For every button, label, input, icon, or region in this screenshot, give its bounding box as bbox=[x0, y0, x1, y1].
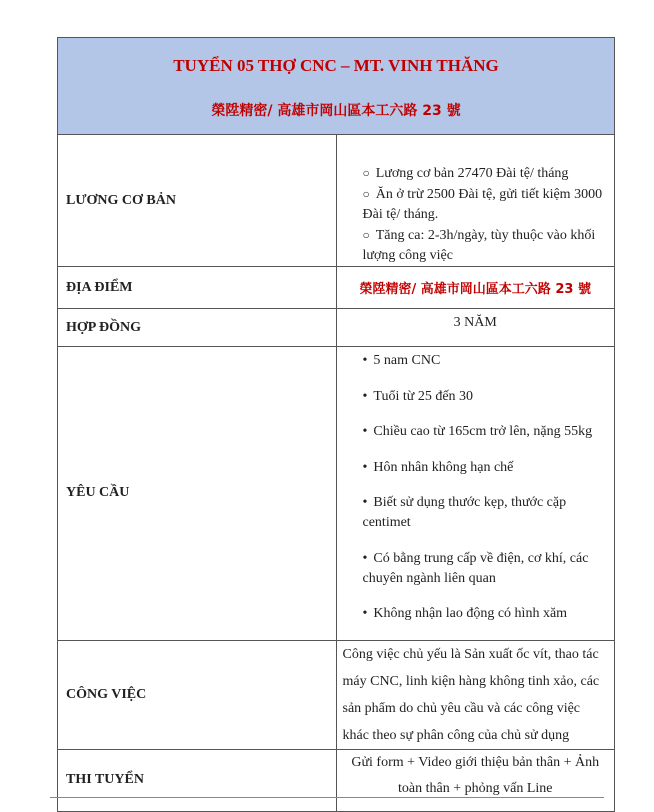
requirements-value bbox=[336, 347, 615, 641]
recruit-label: THI TUYỂN bbox=[58, 749, 337, 811]
contract-row bbox=[58, 309, 615, 347]
requirements-label: YÊU CẦU bbox=[58, 347, 337, 641]
salary-label: LƯƠNG CƠ BẢN bbox=[58, 135, 337, 267]
salary-row bbox=[58, 135, 615, 267]
recruit-value: Gửi form + Video giới thiệu bản thân + Ảnh toàn thân + phỏng vấn Line bbox=[336, 749, 615, 811]
salary-list bbox=[337, 163, 615, 266]
company-address: 榮陞精密/ 高雄市岡山區本工六路 23 號 bbox=[211, 103, 461, 119]
salary-item: ○ Tăng ca: 2-3h/ngày, tùy thuộc vào khối lượng công việc bbox=[363, 225, 615, 266]
requirements-row bbox=[58, 347, 615, 641]
location-row bbox=[58, 267, 615, 309]
requirement-item: • Chiều cao từ 165cm trở lên, nặng 55kg bbox=[363, 422, 615, 442]
requirement-item: • Hôn nhân không hạn chế bbox=[363, 458, 615, 478]
requirements-list bbox=[337, 351, 615, 624]
recruit-row bbox=[58, 749, 615, 811]
requirement-item: • Không nhận lao động có hình xăm bbox=[363, 604, 615, 624]
job-value: Công việc chủ yếu là Sản xuất ốc vít, thao tác máy CNC, linh kiện hàng không tinh xảo, các sản phẩm do chủ yêu cầu và các công việc khác theo sự phân công của chủ sử dụng bbox=[336, 640, 615, 749]
header-row bbox=[58, 38, 615, 135]
location-label: ĐỊA ĐIỂM bbox=[58, 267, 337, 309]
recruitment-table bbox=[57, 37, 615, 812]
page-title: TUYỂN 05 THỢ CNC – MT. VINH THĂNG bbox=[173, 56, 499, 75]
contract-value: 3 NĂM bbox=[336, 309, 615, 347]
header-cell bbox=[58, 38, 615, 135]
salary-item: ○ Lương cơ bản 27470 Đài tệ/ tháng bbox=[363, 163, 615, 184]
requirement-item: • 5 nam CNC bbox=[363, 351, 615, 371]
salary-item: ○ Ăn ở trừ 2500 Đài tệ, gửi tiết kiệm 3000 Đài tệ/ tháng. bbox=[363, 184, 615, 225]
job-label: CÔNG VIỆC bbox=[58, 640, 337, 749]
job-row bbox=[58, 640, 615, 749]
salary-value bbox=[336, 135, 615, 267]
location-value: 榮陞精密/ 高雄市岡山區本工六路 23 號 bbox=[336, 267, 615, 309]
contract-label: HỢP ĐỒNG bbox=[58, 309, 337, 347]
requirement-item: • Có bằng trung cấp về điện, cơ khí, các chuyên ngành liên quan bbox=[363, 549, 615, 589]
requirement-item: • Tuổi từ 25 đến 30 bbox=[363, 387, 615, 407]
footer-divider bbox=[50, 797, 604, 798]
requirement-item: • Biết sử dụng thước kẹp, thước cặp centimet bbox=[363, 493, 615, 533]
